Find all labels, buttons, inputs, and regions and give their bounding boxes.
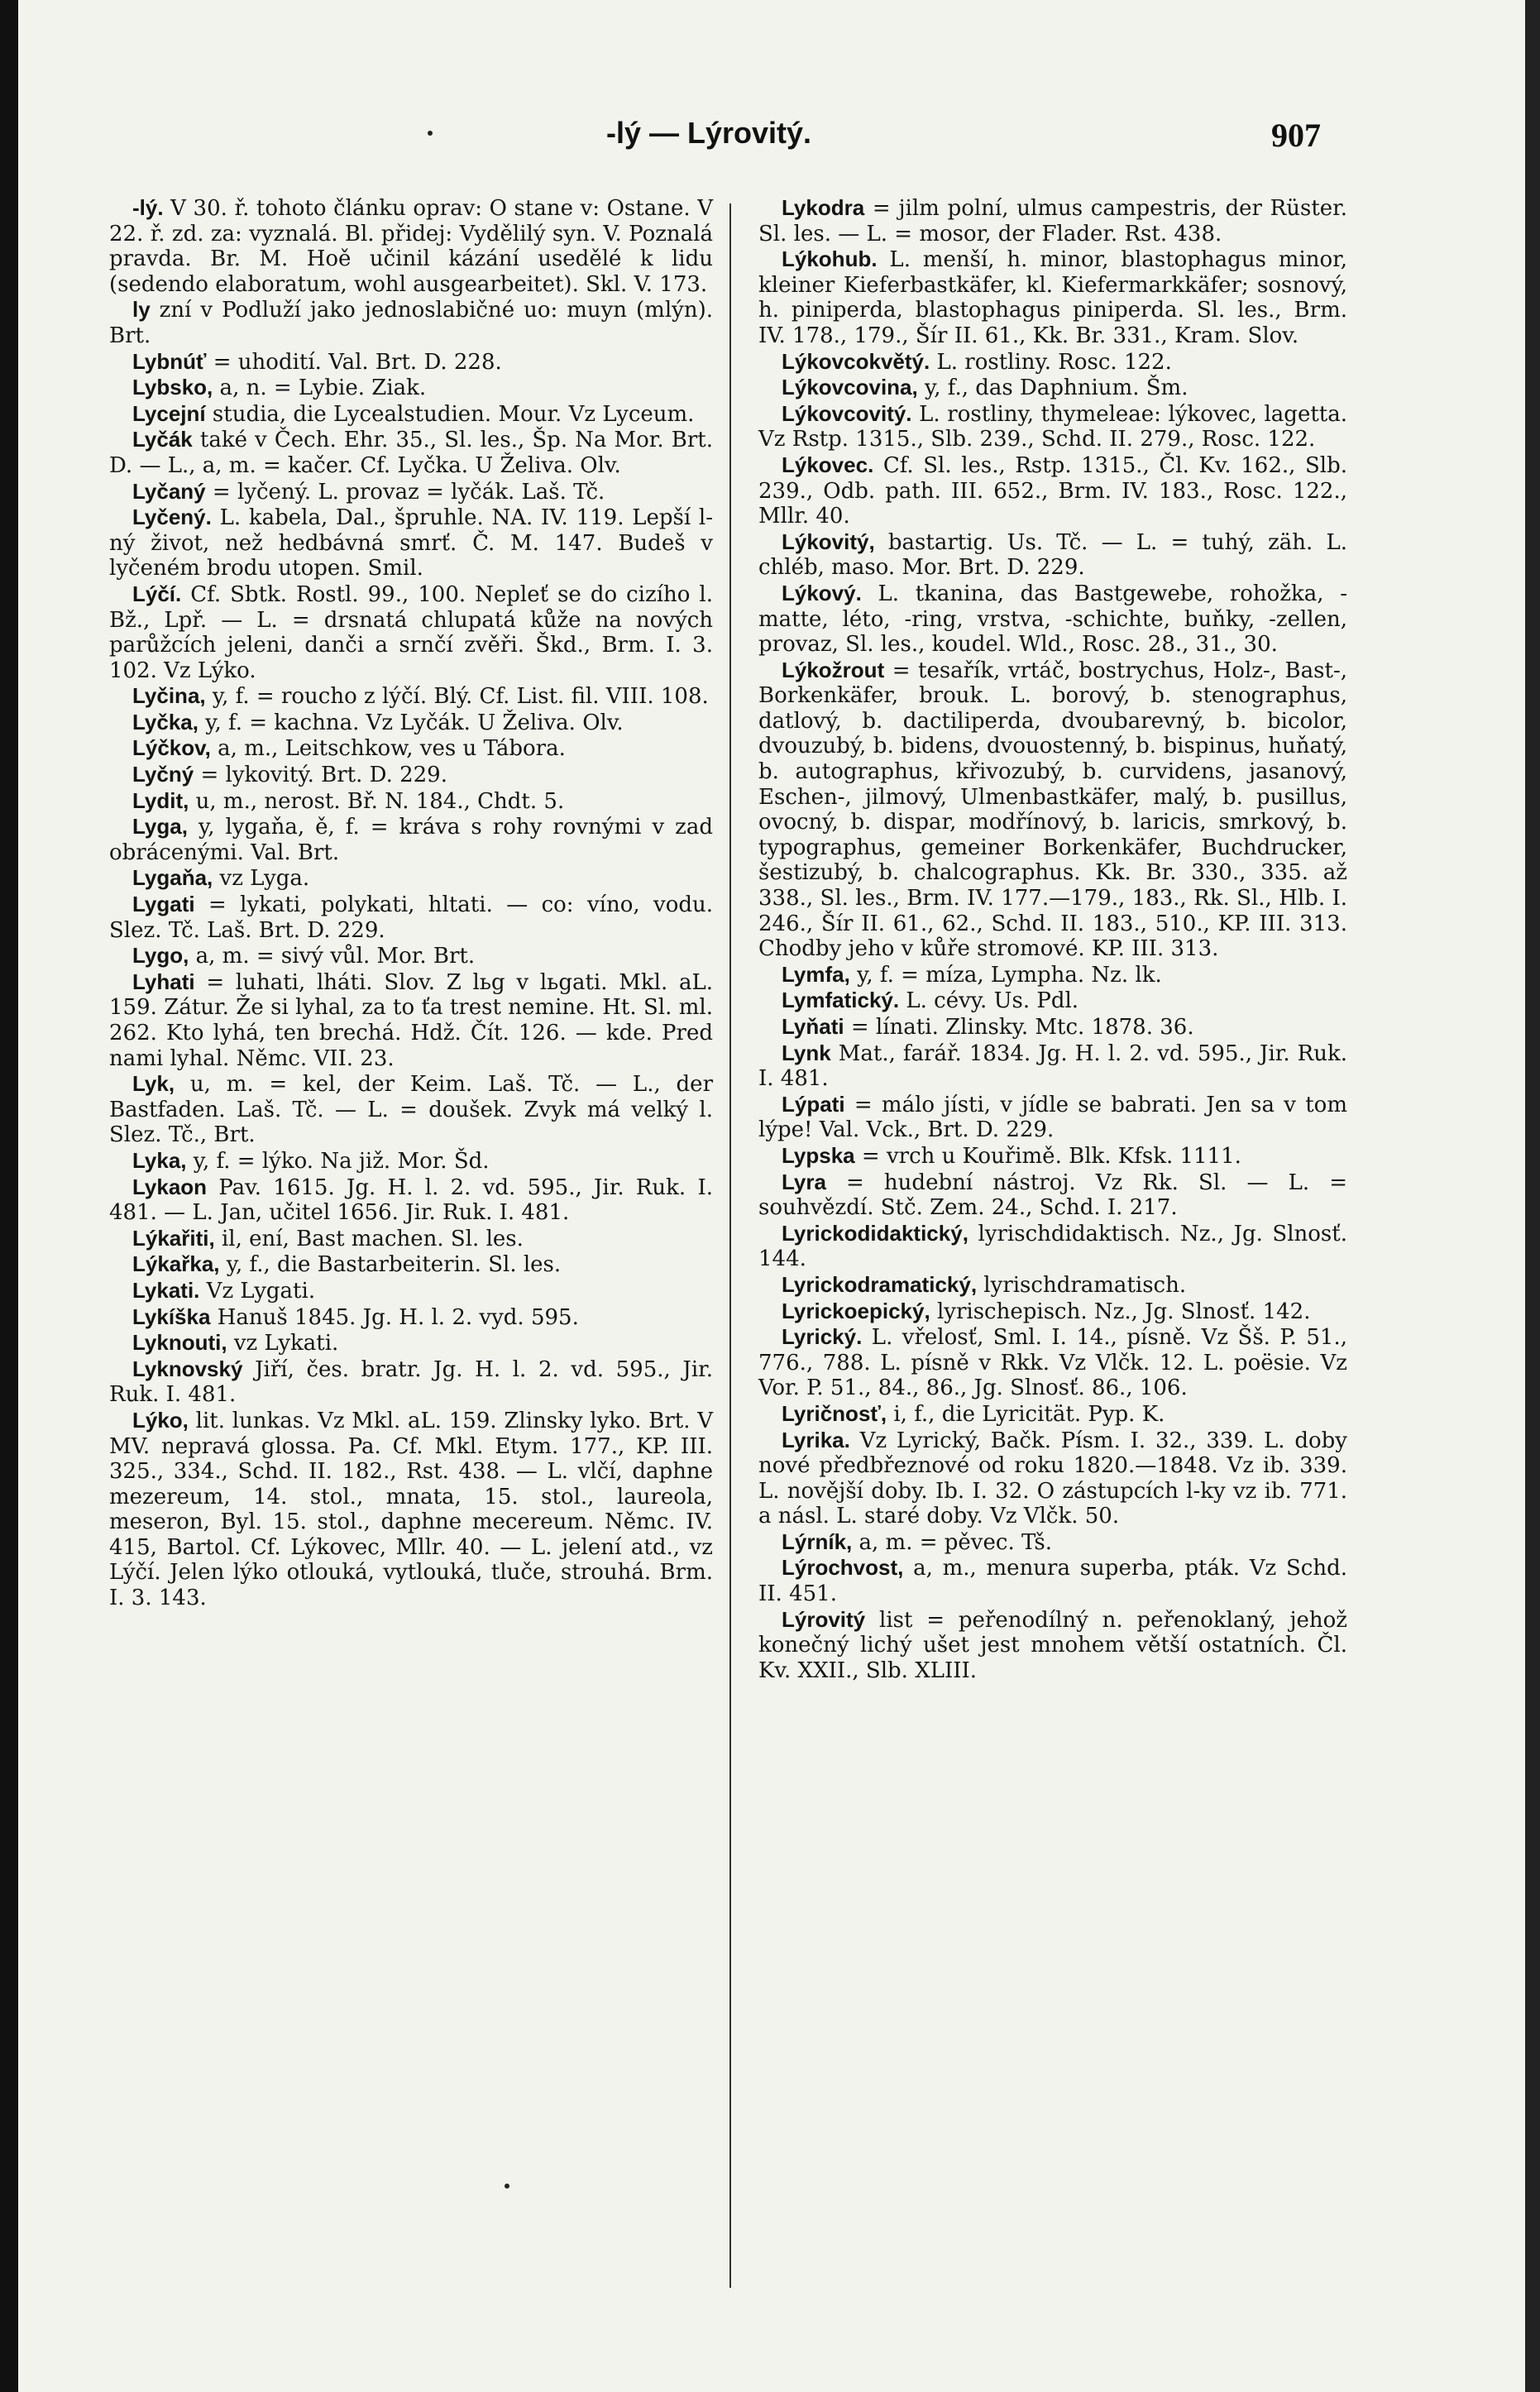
entry-headword: Lyrický. xyxy=(782,1324,863,1350)
dictionary-entry xyxy=(109,969,713,1071)
dictionary-entry xyxy=(758,962,1347,988)
entry-text: = hudební nástroj. Vz Rk. Sl. — L. = souhvězdí. Stč. Zem. 24., Schd. I. 217. xyxy=(758,1170,1347,1221)
dictionary-entry xyxy=(758,1092,1347,1143)
entry-text: Hanuš 1845. Jg. H. l. 2. vyd. 595. xyxy=(210,1304,579,1330)
entry-headword: Lýrovitý xyxy=(782,1606,866,1632)
entry-headword: Lyk, xyxy=(132,1071,175,1097)
dictionary-entry xyxy=(758,1041,1347,1092)
dictionary-entry xyxy=(758,195,1347,246)
entry-text: y, f. = kachna. Vz Lyčák. U Želiva. Olv. xyxy=(198,710,624,735)
entry-text: = línati. Zlinsky. Mtc. 1878. 36. xyxy=(844,1015,1194,1040)
entry-headword: Lynk xyxy=(782,1040,831,1065)
entry-headword: Lybsko, xyxy=(132,375,213,400)
entry-headword: Lyhati xyxy=(132,969,195,994)
entry-headword: Lýkovcovina, xyxy=(782,375,918,400)
entry-text: list = peřenodílný n. peřenoklaný, jehož konečný lichý ušet jest mnohem větší ostatních. Čl. Kv. XXII., Slb. XLIII. xyxy=(758,1607,1347,1683)
entry-text: bastartig. Us. Tč. — L. = tuhý, zäh. L. chléb, maso. Mor. Brt. D. 229. xyxy=(758,529,1347,581)
dictionary-entry xyxy=(109,735,713,762)
entry-headword: Lykodra xyxy=(782,195,865,220)
column-divider xyxy=(729,203,731,2288)
dictionary-entry xyxy=(109,814,713,865)
entry-text: lyrischdidaktisch. Nz., Jg. Slnosť. 144. xyxy=(758,1221,1347,1272)
dictionary-entry xyxy=(109,349,713,376)
entry-headword: Lykati. xyxy=(132,1277,200,1303)
dictionary-entry xyxy=(109,892,713,943)
entry-text: zní v Podluží jako jednoslabičné uo: muyn (mlýn). Brt. xyxy=(109,298,713,348)
dictionary-entry xyxy=(109,1330,713,1356)
dictionary-entry xyxy=(109,943,713,969)
entry-text: Mat., farář. 1834. Jg. H. l. 2. vd. 595., Jir. Ruk. I. 481. xyxy=(758,1041,1347,1092)
entry-headword: Lyrika. xyxy=(782,1427,850,1452)
entry-headword: Lycejní xyxy=(132,400,206,426)
dictionary-entry xyxy=(109,1148,713,1174)
entry-headword: -lý. xyxy=(132,195,164,220)
entry-headword: Lýkohub. xyxy=(782,246,878,272)
dictionary-page xyxy=(18,0,1525,2392)
entry-headword: Lydit, xyxy=(132,787,189,813)
dictionary-entry xyxy=(758,1324,1347,1401)
dictionary-entry xyxy=(109,1408,713,1611)
dictionary-entry xyxy=(758,1555,1347,1606)
entry-text: lyrischdramatisch. xyxy=(977,1272,1187,1298)
entry-text: y, f., das Daphnium. Šm. xyxy=(917,376,1188,401)
dictionary-entry xyxy=(758,1401,1347,1428)
entry-headword: Lyknouti, xyxy=(132,1330,227,1356)
dictionary-entry xyxy=(109,1174,713,1226)
dictionary-entry xyxy=(758,1221,1347,1272)
dictionary-entry xyxy=(109,710,713,736)
entry-text: L. rostliny, thymeleae: lýkovec, lagetta. Vz Rstp. 1315., Slb. 239., Schd. II. 279., Rosc. 122. xyxy=(758,401,1347,452)
entry-headword: Lýkožrout xyxy=(782,657,885,682)
running-head: -lý — Lýrovitý. xyxy=(605,116,812,150)
entry-headword: Lyga, xyxy=(132,814,188,840)
entry-headword: Lýkařka, xyxy=(132,1251,220,1277)
dictionary-entry xyxy=(109,427,713,478)
entry-text: = lykovitý. Brt. D. 229. xyxy=(194,763,447,788)
entry-text: u, m., nerost. Bř. N. 184., Chdt. 5. xyxy=(189,788,565,814)
dictionary-entry xyxy=(109,581,713,683)
entry-headword: Lyčaný xyxy=(132,478,206,504)
entry-headword: Lýrník, xyxy=(782,1528,853,1554)
entry-headword: Lykíška xyxy=(132,1304,211,1329)
entry-headword: Lygati xyxy=(132,892,195,917)
entry-text: = málo jísti, v jídle se babrati. Jen sa v tom lýpe! Val. Vck., Brt. D. 229. xyxy=(758,1092,1347,1143)
entry-text: i, f., die Lyricität. Pyp. K. xyxy=(887,1401,1165,1427)
entry-headword: Lýrochvost, xyxy=(782,1555,904,1581)
dictionary-entry xyxy=(758,1607,1347,1684)
entry-text: Vz Lyrický, Bačk. Písm. I. 32., 339. L. doby nové předbřeznové od roku 1820.—1848. Vz ib. 339. L. novější doby. Ib. I. 32. O zástupcích l-ky vz ib. 771. a násl. L. staré doby. Vz Vlčk. 50. xyxy=(758,1428,1347,1529)
dictionary-entry xyxy=(758,529,1347,581)
entry-headword: Lyknovský xyxy=(132,1356,243,1381)
entry-text: Cf. Sl. les., Rstp. 1315., Čl. Kv. 162., Slb. 239., Odb. path. III. 652., Brm. IV. 183., Rosc. 122., Mllr. 40. xyxy=(758,452,1347,529)
entry-text: a, m., Leitschkow, ves u Tábora. xyxy=(210,736,566,762)
entry-headword: Lýkovcovitý. xyxy=(782,400,912,426)
entry-text: studia, die Lycealstudien. Mour. Vz Lyceum. xyxy=(205,401,695,427)
entry-headword: Lýkovec. xyxy=(782,452,874,477)
dictionary-entry xyxy=(109,1356,713,1408)
dictionary-entry xyxy=(109,788,713,815)
entry-text: Cf. Sbtk. Rostl. 99., 100. Nepleť se do cizího l. Bž., Lpř. — L. = drsnatá chlupatá kůže na nových parůžcích jeleni, danči a srnčí zvěři. Škd., Brm. I. 3. 102. Vz Lýko. xyxy=(109,581,713,683)
entry-text: a, m., menura superba, pták. Vz Schd. II. 451. xyxy=(758,1556,1347,1607)
dictionary-entry xyxy=(109,479,713,505)
entry-headword: Lybnúť xyxy=(132,348,207,374)
entry-text: lit. lunkas. Vz Mkl. aL. 159. Zlinsky lyko. Brt. V MV. nepravá glossa. Pa. Cf. Mkl. Etym. 177., KP. III. 325., 334., Schd. II. 182., Rst. 438. — L. vlčí, daphne mezereum, 14. stol., mnata, 15. stol., laureola, meseron, Byl. 15. stol., daphne mecereum. Němc. IV. 415, Bartol. Cf. Lýkovec, Mllr. 40. — L. jelení atd., vz Lýčí. Jelen lýko otlouká, vytlouká, tluče, strouhá. Brm. I. 3. 143. xyxy=(109,1408,713,1611)
entry-text: vz Lyga. xyxy=(213,866,310,892)
dictionary-entry xyxy=(758,401,1347,452)
dictionary-entry xyxy=(109,1226,713,1252)
entry-text: = vrch u Kouřimě. Blk. Kfsk. 1111. xyxy=(854,1143,1241,1169)
entry-headword: Lýkařiti, xyxy=(132,1225,215,1251)
dictionary-entry xyxy=(109,297,713,348)
dictionary-entry xyxy=(758,1170,1347,1221)
entry-text: = uhodití. Val. Brt. D. 228. xyxy=(206,349,502,375)
entry-headword: Lýpati xyxy=(782,1091,845,1117)
dictionary-entry xyxy=(109,401,713,428)
entry-headword: Lyka, xyxy=(132,1147,187,1173)
entry-text: = jilm polní, ulmus campestris, der Rüster. Sl. les. — L. = mosor, der Flader. Rst. 438. xyxy=(758,196,1347,246)
dictionary-entry xyxy=(758,349,1347,376)
entry-headword: Lygo, xyxy=(132,943,189,969)
entry-headword: Lyčený. xyxy=(132,505,212,530)
entry-headword: Lyčák xyxy=(132,427,193,452)
entry-headword: Lýkovitý, xyxy=(782,529,875,554)
entry-text: y, f. = lýko. Na již. Mor. Šd. xyxy=(186,1148,490,1174)
entry-text: L. menší, h. minor, blastophagus minor, kleiner Kieferbastkäfer, kl. Kiefermarkkäfer; sosnový, h. piniperda, blastophagus piniperda. Sl. les., Brm. IV. 178., 179., Šír II. 61., Kk. Br. 331., Kram. Slov. xyxy=(758,247,1347,348)
dictionary-entry xyxy=(109,1304,713,1331)
scan-left-border xyxy=(0,0,18,2392)
entry-headword: Lymfatický. xyxy=(782,988,900,1013)
entry-headword: Lyčka, xyxy=(132,709,198,734)
dictionary-entry xyxy=(758,658,1347,962)
column-end-dot xyxy=(505,2184,509,2189)
left-column xyxy=(109,195,713,1611)
dictionary-entry xyxy=(109,683,713,710)
entry-text: y, f., die Bastarbeiterin. Sl. les. xyxy=(219,1252,562,1278)
entry-headword: Lýkovcokvětý. xyxy=(782,348,930,374)
entry-text: L. tkanina, das Bastgewebe, rohožka, -matte, léto, -ring, vrstva, -schichte, buňky, -zellen, provaz, Sl. les., koudel. Wld., Rosc. 28., 31., 30. xyxy=(758,581,1347,658)
dictionary-entry xyxy=(109,865,713,892)
entry-text: L. kabela, Dal., špruhle. NA. IV. 119. Lepší l-ný život, než hedbávná smrť. Č. M. 147. Budeš v lyčeném brodu utopen. Smil. xyxy=(109,505,713,581)
entry-headword: Lyrickodramatický, xyxy=(782,1271,978,1297)
dictionary-entry xyxy=(109,375,713,401)
entry-text: y, f. = roucho z lýčí. Blý. Cf. List. fil. VIII. 108. xyxy=(205,684,709,710)
dictionary-entry xyxy=(109,195,713,297)
dictionary-entry xyxy=(758,452,1347,529)
dictionary-entry xyxy=(109,505,713,581)
dictionary-entry xyxy=(758,1014,1347,1041)
entry-text: V 30. ř. tohoto článku oprav: O stane v: Ostane. V 22. ř. zd. za: vyznalá. Bl. přidej: Vydělilý syn. V. Poznalá pravda. Br. M. Hoě učinil kázání usedělé k lidu (sedendo elaboratum, wohl ausgearbeitet). Skl. V. 173. xyxy=(109,196,713,297)
entry-text: a, m. = pěvec. Tš. xyxy=(852,1529,1053,1555)
entry-text: = luhati, lháti. Slov. Z lьg v lьgati. Mkl. aL. 159. Zátur. Že si lyhal, za to ťa trest nemine. Ht. Sl. ml. 262. Kto lyhá, ten brechá. Hdž. Čít. 126. — kde. Pred nami lyhal. Němc. VII. 23. xyxy=(109,969,713,1071)
dictionary-entry xyxy=(109,1251,713,1278)
entry-headword: Lyričnosť, xyxy=(782,1400,887,1426)
entry-text: il, ení, Bast machen. Sl. les. xyxy=(214,1226,524,1251)
entry-headword: Lygaňa, xyxy=(132,865,213,891)
entry-text: = lykati, polykati, hltati. — co: víno, vodu. Slez. Tč. Laš. Brt. D. 229. xyxy=(109,892,713,943)
dictionary-entry xyxy=(758,375,1347,401)
dictionary-entry xyxy=(758,1299,1347,1325)
entry-headword: Lýčkov, xyxy=(132,735,211,761)
entry-headword: Lyčný xyxy=(132,762,194,787)
dictionary-entry xyxy=(758,988,1347,1014)
entry-text: vz Lykati. xyxy=(227,1331,339,1356)
entry-text: L. cévy. Us. Pdl. xyxy=(899,988,1079,1014)
entry-headword: Lyra xyxy=(782,1169,826,1194)
dictionary-entry xyxy=(758,246,1347,348)
entry-headword: Lyčina, xyxy=(132,683,206,709)
entry-headword: Lýko, xyxy=(132,1407,189,1433)
dictionary-entry xyxy=(758,1272,1347,1299)
entry-headword: Lýkový. xyxy=(782,580,862,605)
dictionary-entry xyxy=(758,581,1347,658)
entry-headword: Lýčí. xyxy=(132,581,182,606)
dictionary-entry xyxy=(109,1278,713,1304)
page-header xyxy=(97,116,1321,165)
entry-text: a, m. = sivý vůl. Mor. Brt. xyxy=(189,944,476,969)
entry-text: Vz Lygati. xyxy=(199,1278,316,1304)
entry-headword: ly xyxy=(132,297,151,323)
entry-text: = tesařík, vrtáč, bostrychus, Holz-, Bast-, Borkenkäfer, brouk. L. borový, b. stenographus, datlový, b. dactiliperda, dvoubarevný, b. bicolor, dvouzubý, b. bidens, dvouostenný, b. bispinus, huňatý, b. autographus, křivozubý, b. curvidens, jasanový, Eschen-, jilmový, Ulmenbastkäfer, malý, b. pusillus, ovocný, b. dispar, modřínový, b. laricis, smrkový, b. typographus, gemeiner Borkenkäfer, Buchdrucker, šestizubý, b. chalcographus. Kk. Br. 330., 335. až 338., Sl. les., Brm. IV. 177.—179., 183., Rk. Sl., Hlb. I. 246., Šír II. 61., 62., Schd. II. 183., 510., KP. III. 313. Chodby jeho v kůře stromové. KP. III. 313. xyxy=(758,658,1347,962)
entry-headword: Lyňati xyxy=(782,1014,844,1039)
entry-text: Pav. 1615. Jg. H. l. 2. vd. 595., Jir. Ruk. I. 481. — L. Jan, učitel 1656. Jir. Ruk. I. 481. xyxy=(109,1174,713,1226)
dictionary-entry xyxy=(109,762,713,788)
entry-text: L. vřelosť, Sml. I. 14., písně. Vz Šš. P. 51., 776., 788. L. písně v Rkk. Vz Vlčk. 12. L. poësie. Vz Vor. P. 51., 84., 86., Jg. Slnosť. 86., 106. xyxy=(758,1325,1347,1401)
dictionary-entry xyxy=(758,1428,1347,1529)
entry-headword: Lyrickodidaktický, xyxy=(782,1220,968,1246)
entry-text: = lyčený. L. provaz = lyčák. Laš. Tč. xyxy=(205,479,605,505)
entry-text: lyrischepisch. Nz., Jg. Slnosť. 142. xyxy=(930,1299,1311,1324)
entry-text: u, m. = kel, der Keim. Laš. Tč. — L., der Bastfaden. Laš. Tč. — L. = doušek. Zvyk má velký l. Slez. Tč., Brt. xyxy=(109,1072,713,1148)
dictionary-entry xyxy=(109,1071,713,1148)
entry-text: Jiří, čes. bratr. Jg. H. l. 2. vd. 595., Jir. Ruk. I. 481. xyxy=(109,1356,713,1408)
entry-headword: Lykaon xyxy=(132,1174,208,1199)
entry-text: také v Čech. Ehr. 35., Sl. les., Šp. Na Mor. Brt. D. — L., a, m. = kačer. Cf. Lyčka. U Želiva. Olv. xyxy=(109,428,713,478)
scan-right-border xyxy=(1525,0,1540,2392)
entry-headword: Lyrickoepický, xyxy=(782,1298,930,1323)
entry-text: L. rostliny. Rosc. 122. xyxy=(930,349,1172,375)
right-column xyxy=(758,195,1347,1683)
entry-headword: Lymfa, xyxy=(782,961,850,987)
entry-headword: Lypska xyxy=(782,1142,855,1168)
entry-text: a, n. = Lybie. Ziak. xyxy=(213,376,427,401)
dictionary-entry xyxy=(758,1143,1347,1170)
page-number: 907 xyxy=(1271,117,1321,154)
entry-text: y, lygaňa, ě, f. = kráva s rohy rovnými v zad obrácenými. Val. Brt. xyxy=(109,815,713,865)
entry-text: y, f. = míza, Lympha. Nz. lk. xyxy=(849,962,1162,988)
dictionary-entry xyxy=(758,1529,1347,1556)
